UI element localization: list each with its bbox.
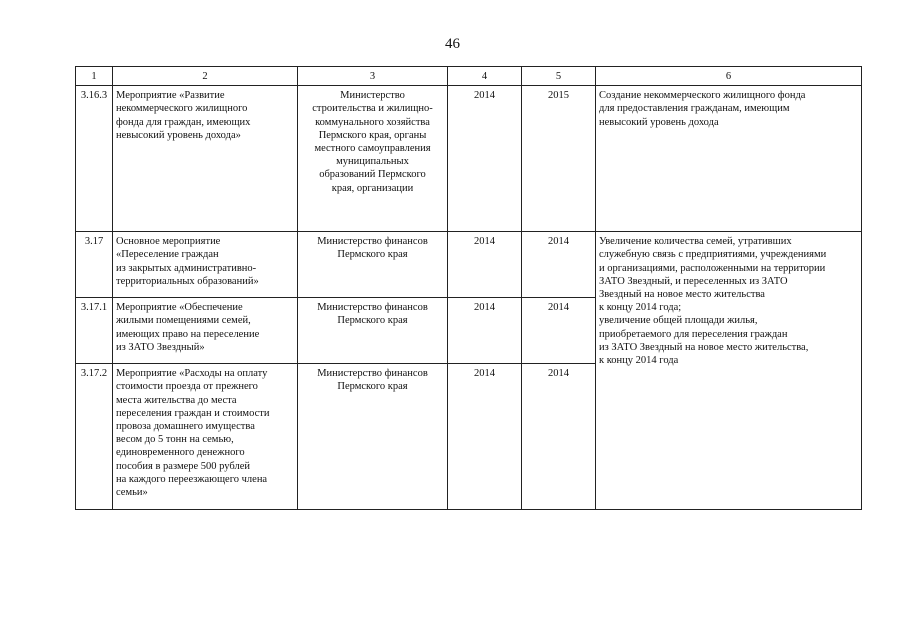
end-year: 2014 (522, 232, 596, 298)
program-table (75, 66, 862, 510)
start-year: 2014 (448, 298, 522, 364)
executor: Министерство финансов Пермского края (298, 232, 448, 298)
header-cell: 4 (448, 67, 522, 86)
header-cell: 3 (298, 67, 448, 86)
end-year: 2014 (522, 298, 596, 364)
table-row (76, 232, 862, 298)
expected-result: Увеличение количества семей, утративших служебную связь с предприятиями, учреждениями и организациями, расположенными на территории ЗАТО Звездный, и переселенных из ЗАТО Звездный на новое место жительства к концу 2014 года; увеличение общей площади жилья, приобретаемого для переселения граждан из ЗАТО Звездный на новое место жительства, к концу 2014 года (596, 232, 862, 510)
header-cell: 1 (76, 67, 113, 86)
row-number: 3.17 (76, 232, 113, 298)
header-cell: 5 (522, 67, 596, 86)
row-number: 3.17.1 (76, 298, 113, 364)
page-number: 46 (445, 36, 460, 52)
event-name: Мероприятие «Расходы на оплату стоимости проезда от прежнего места жительства до места переселения граждан и стоимости провоза домашнего имущества весом до 5 тонн на семью, единовременного денежного пособия в размере 500 рублей на каждого переезжающего члена семьи» (113, 364, 298, 510)
end-year: 2014 (522, 364, 596, 510)
header-row (76, 67, 862, 86)
row-number: 3.17.2 (76, 364, 113, 510)
executor: Министерство строительства и жилищно- коммунального хозяйства Пермского края, органы местного самоуправления муниципальных образований Пермского края, организации (298, 86, 448, 232)
executor: Министерство финансов Пермского края (298, 364, 448, 510)
event-name: Мероприятие «Развитие некоммерческого жилищного фонда для граждан, имеющих невысокий уровень дохода» (113, 86, 298, 232)
table-row (76, 86, 862, 232)
header-cell: 2 (113, 67, 298, 86)
event-name: Основное мероприятие «Переселение граждан из закрытых административно- территориальных образований» (113, 232, 298, 298)
executor: Министерство финансов Пермского края (298, 298, 448, 364)
row-number: 3.16.3 (76, 86, 113, 232)
start-year: 2014 (448, 232, 522, 298)
expected-result: Создание некоммерческого жилищного фонда для предоставления гражданам, имеющим невысокий уровень дохода (596, 86, 862, 232)
event-name: Мероприятие «Обеспечение жилыми помещениями семей, имеющих право на переселение из ЗАТО Звездный» (113, 298, 298, 364)
start-year: 2014 (448, 364, 522, 510)
start-year: 2014 (448, 86, 522, 232)
end-year: 2015 (522, 86, 596, 232)
header-cell: 6 (596, 67, 862, 86)
